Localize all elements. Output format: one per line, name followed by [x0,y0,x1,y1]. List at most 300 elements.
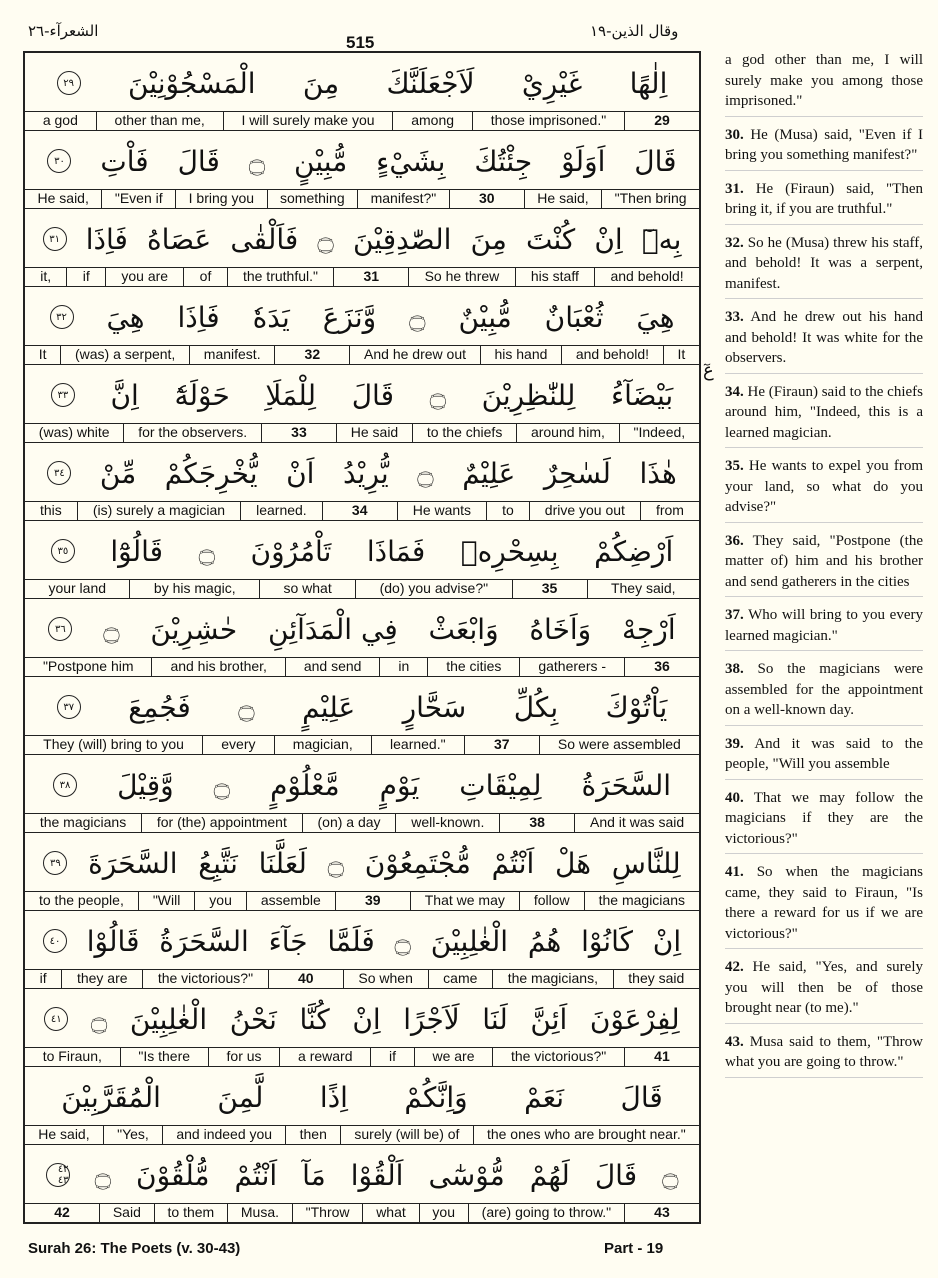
arabic-word: الصّٰدِقِيْنَ [352,222,452,256]
translation-text: That we may follow the magicians if they are the victorious?" [725,789,924,847]
arabic-word: قَالُوْا [86,924,140,958]
verse-block [25,131,699,209]
gloss-cell: learned. [241,502,323,520]
arabic-word: قَالَ [620,1080,663,1114]
ruku-marker: عٓ [703,360,714,381]
arabic-word: اِلٰهًا [629,66,668,100]
english-gloss-row [25,267,699,286]
gloss-cell: and indeed you [163,1126,286,1144]
verse-number-cell: 43 [654,1204,670,1220]
verse-number-marker: ٤١ [44,1007,68,1031]
arabic-line [25,131,699,191]
verse-number: 41. [725,864,744,880]
gloss-cell: what [363,1204,419,1222]
verse-number: 39. [725,735,744,752]
arabic-word: ۝ [198,534,215,568]
verse-number: 34. [725,383,744,400]
translation-paragraph [725,531,923,598]
translation-paragraph [725,1032,923,1078]
verse-number-cell: 36 [654,658,670,674]
arabic-word: السَّحَرَةَ [88,846,178,880]
gloss-cell: so what [260,580,356,598]
translation-text: And it was said to the people, "Will you assemble [725,735,923,772]
english-gloss-row [25,501,699,520]
arabic-line [25,989,699,1049]
verse-block [25,365,699,443]
gloss-cell: you [195,892,247,910]
gloss-cell: if [25,970,62,988]
gloss-cell: well-known. [396,814,500,832]
arabic-word: اَوَلَوْ [561,144,606,178]
verse-number-marker: ٣١ [43,227,67,251]
gloss-cell: So were assembled [557,736,681,752]
verse-number-marker: ٣٢ [50,305,74,329]
gloss-cell: magician, [275,736,372,754]
gloss-cell: follow [520,892,585,910]
arabic-word: لِفِرْعَوْنَ [589,1002,680,1036]
arabic-word: لَهُمْ [529,1158,570,1192]
arabic-word: لِمِيْقَاتِ [459,768,542,802]
arabic-word: اَنْتُمْ [491,846,535,880]
gloss-cell: (was) a serpent, [61,346,190,364]
arabic-word: يَدَهٗ [252,300,290,334]
arabic-word: مَّعْلُوْمٍ [270,768,340,802]
gloss-cell: this [25,502,78,520]
arabic-word: لَنَا [482,1002,508,1036]
gloss-cell: (was) white [25,424,124,442]
verse-number-marker: ٤٠ [43,929,67,953]
arabic-word: لِلْمَلَاِ [265,378,317,412]
verse-number-cell: 31 [334,268,409,286]
gloss-cell: He wants [398,502,487,520]
translation-text: Who will bring to you every learned magician." [725,607,923,644]
gloss-cell: for (the) appointment [142,814,303,832]
translation-text: So when the magicians came, they said to Firaun, "Is there a reward for us if we are victorious?" [725,864,923,942]
arabic-word: وَاِنَّكُمْ [404,1080,468,1114]
verse-number-cell: 40 [269,970,344,988]
gloss-cell: He said, [525,190,602,208]
verse-block [25,677,699,755]
english-gloss-row [25,969,699,988]
gloss-cell: they are [62,970,143,988]
gloss-cell: "Postpone him [25,658,152,676]
arabic-line [25,1145,699,1205]
gloss-cell: Musa. [228,1204,293,1222]
verse-number-marker: ٣٥ [51,539,75,563]
arabic-word: مِنَ [470,222,507,256]
verse-block [25,599,699,677]
arabic-word: اِنْ [652,924,682,958]
arabic-word: كُنْتَ [525,222,576,256]
arabic-line [25,209,699,269]
gloss-cell: manifest. [190,346,275,364]
arabic-word: اِنَّ [110,378,139,412]
arabic-word: حٰشِرِيْنَ [150,612,238,646]
arabic-word: يَاْتُوْكَ [605,690,668,724]
arabic-word: بِشَيْءٍ [376,144,446,178]
arabic-word: فَاْتِ [100,144,149,178]
arabic-word: قَالَ [177,144,220,178]
translation-text: Musa said to them, "Throw what you are going to throw." [725,1033,923,1070]
verse-number-marker: ٣٨ [53,773,77,797]
arabic-line [25,1067,699,1127]
arabic-word: حَوْلَهٗٓ [174,378,230,412]
gloss-cell: those imprisoned." [473,112,625,130]
verse-block [25,443,699,521]
gloss-cell: we are [415,1048,494,1066]
gloss-cell: (are) going to throw." [469,1204,625,1222]
gloss-cell: I will surely make you [224,112,394,130]
arabic-word: ۝ [429,378,446,412]
gloss-cell: if [371,1048,414,1066]
arabic-word: هَلْ [555,846,591,880]
arabic-word: اِذًا [319,1080,348,1114]
verse-number-cell: 34 [323,502,398,520]
verse-number-marker: ٣٦ [48,617,72,641]
gloss-cell: to them [155,1204,228,1222]
arabic-word: هُمُ [527,924,562,958]
arabic-word: بِهٖٓ [641,222,682,256]
verse-number-marker: ٣٠ [47,149,71,173]
gloss-cell: and his brother, [152,658,285,676]
gloss-cell: to the chiefs [413,424,517,442]
header-juz: وقال الذين-١٩ [590,22,679,40]
verse-number: 32. [725,234,744,251]
arabic-word: كُنَّا [299,1002,330,1036]
gloss-cell: "Yes, [104,1126,163,1144]
arabic-word: مُّجْتَمِعُوْنَ [364,846,471,880]
gloss-cell: a god [25,112,97,130]
translation-text: And he drew out his hand and behold! It was white for the observers. [725,309,923,366]
gloss-cell: to [487,502,530,520]
arabic-word: لَاَجْرًا [403,1002,460,1036]
gloss-cell: from [655,502,684,518]
gloss-cell: his staff [516,268,596,286]
verse-block [25,1145,699,1223]
gloss-cell: (do) you advise?" [356,580,512,598]
english-gloss-row [25,189,699,208]
arabic-word: اَلْقُوْا [350,1158,404,1192]
verse-number-cell: 41 [654,1048,670,1064]
arabic-word: لِلنَّاسِ [611,846,681,880]
arabic-word: الْغٰلِبِيْنَ [430,924,509,958]
english-gloss-row [25,423,699,442]
gloss-cell: surely (will be) of [341,1126,474,1144]
translation-text: He said, "Yes, and surely you will then be of those brought near (to me)." [725,959,923,1016]
english-gloss-row [25,1203,699,1222]
arabic-word: الْغٰلِبِيْنَ [129,1002,208,1036]
gloss-cell: It [25,346,61,364]
gloss-cell: the magicians [598,892,685,908]
verse-block [25,911,699,989]
translation-text: He (Firaun) said to the chiefs around him, "Indeed, this is a learned magician. [725,383,923,441]
arabic-word: الْمَسْجُوْنِيْنَ [127,66,256,100]
verse-block [25,755,699,833]
verse-block [25,989,699,1067]
translation-paragraph [725,382,923,449]
translation-text: So the magicians were assembled for the appointment on a well-known day. [725,661,923,718]
arabic-word: ۝ [103,612,120,646]
gloss-cell: in [380,658,428,676]
translation-paragraph [725,957,923,1024]
arabic-word: قَالَ [351,378,394,412]
translation-paragraph [725,862,923,949]
verse-number-cell: 32 [275,346,350,364]
verse-number-marker: ٣٧ [57,695,81,719]
arabic-word: فَلَمَّا [327,924,375,958]
arabic-word: يَوْمٍ [379,768,420,802]
gloss-cell: for the observers. [124,424,262,442]
gloss-cell: They (will) bring to you [25,736,203,754]
english-gloss-row [25,345,699,364]
page-number: 515 [346,33,375,52]
arabic-word: فَاِذَا [85,222,128,256]
gloss-cell: for us [209,1048,281,1066]
arabic-word: جِئْتُكَ [474,144,533,178]
gloss-cell: (is) surely a magician [78,502,241,520]
arabic-word: فَاَلْقٰى [230,222,299,256]
verse-block [25,53,699,131]
translation-text: They said, "Postpone (the matter of) him and his brother and send gatherers in the cities [725,532,923,590]
arabic-line [25,833,699,893]
arabic-word: فِي الْمَدَآئِنِ [268,612,398,646]
verse-number: 40. [725,789,744,806]
gloss-cell: and send [286,658,381,676]
gloss-cell: to the people, [25,892,139,910]
arabic-word: ثُعْبَانٌ [544,300,604,334]
gloss-cell: your land [25,580,130,598]
translation-text: He (Musa) said, "Even if I bring you something manifest?" [725,126,924,163]
verse-number: 38. [725,661,744,677]
translation-paragraph [725,125,923,171]
arabic-word: اَرْجِهْ [621,612,676,646]
gloss-cell: the truthful." [228,268,335,286]
gloss-cell: among [393,112,472,130]
gloss-cell: "Throw [293,1204,364,1222]
verse-number-cell: 39 [336,892,411,910]
arabic-word: مُّبِيْنٍ [294,144,348,178]
translation-paragraph [725,307,923,374]
gloss-cell: you [420,1204,469,1222]
gloss-cell: something [268,190,359,208]
arabic-word: ۝ [662,1158,679,1192]
translation-text: a god other than me, I will surely make you among those imprisoned." [725,52,923,109]
verse-number: 36. [725,532,744,549]
english-gloss-row [25,813,699,832]
gloss-cell: gatherers - [520,658,625,676]
arabic-word: قَالَ [634,144,677,178]
arabic-word: يُّخْرِجَكُمْ [164,456,258,490]
arabic-word: تَاْمُرُوْنَ [250,534,332,568]
arabic-line [25,53,699,113]
arabic-line [25,287,699,347]
arabic-word: لَاَجْعَلَنَّكَ [386,66,475,100]
translation-paragraph [725,788,923,855]
arabic-word: قَالُوْٓا [110,534,164,568]
gloss-cell: to Firaun, [25,1048,121,1066]
verse-number: 35. [725,458,744,474]
arabic-word: عَصَاهُ [147,222,212,256]
gloss-cell: He said, [25,190,102,208]
verse-block [25,833,699,911]
gloss-cell: and behold! [610,268,684,284]
gloss-cell: assemble [247,892,336,910]
gloss-cell: if [67,268,106,286]
english-gloss-row [25,579,699,598]
translation-text: He wants to expel you from your land, so what do you advise?" [725,458,924,515]
arabic-word: نَتَّبِعُ [198,846,238,880]
arabic-word: ۝ [238,690,255,724]
arabic-word: وَاَخَاهُ [529,612,592,646]
gloss-cell: And he drew out [350,346,480,364]
gloss-cell: the ones who are brought near." [486,1126,686,1142]
verse-block [25,521,699,599]
gloss-cell: That we may [411,892,520,910]
gloss-cell: (on) a day [303,814,397,832]
gloss-cell: "Is there [121,1048,209,1066]
gloss-cell: came [429,970,494,988]
verse-number-marker: ٢٩ [57,71,81,95]
arabic-word: لَعَلَّنَا [258,846,307,880]
verse-number: 43. [725,1033,744,1050]
arabic-word: مُّوْسٰٓى [428,1158,505,1192]
arabic-word: عَلِيْمٍ [302,690,356,724]
gloss-cell: the cities [428,658,520,676]
arabic-word: اَئِنَّ [530,1002,568,1036]
translation-paragraph [725,734,923,780]
arabic-word: نَعَمْ [524,1080,565,1114]
gloss-cell: around him, [517,424,620,442]
arabic-line [25,365,699,425]
verse-number-marker: ٤٢ ٤٣ [46,1163,70,1187]
english-gloss-row [25,657,699,676]
gloss-cell: learned." [372,736,465,754]
gloss-cell: the victorious?" [143,970,269,988]
verse-number-marker: ٣٩ [43,851,67,875]
translation-paragraph [725,50,923,117]
footer-surah: Surah 26: The Poets (v. 30-43) [28,1240,241,1257]
verse-number-cell: 42 [25,1204,100,1222]
english-gloss-row [25,735,699,754]
verse-number-cell: 35 [513,580,588,598]
arabic-line [25,599,699,659]
arabic-word: ۝ [327,846,344,880]
arabic-word: لِلنّٰظِرِيْنَ [481,378,576,412]
translation-paragraph [725,233,923,300]
verse-block [25,1067,699,1145]
gloss-cell: It [677,346,686,362]
verse-number-cell: 30 [450,190,525,208]
gloss-cell: So when [344,970,429,988]
gloss-cell: He said [337,424,413,442]
arabic-word: مُّبِيْنٌ [458,300,512,334]
translation-column [725,50,923,1086]
arabic-word: هِيَ [636,300,675,334]
translation-paragraph [725,179,923,225]
arabic-word: وَّقِيْلَ [117,768,174,802]
arabic-word: اِنْ [594,222,623,256]
gloss-cell: They said, [610,580,676,596]
gloss-cell: I bring you [176,190,267,208]
arabic-word: اَرْضِكُمْ [594,534,674,568]
header-surah: الشعرآء-٢٦ [28,22,99,40]
verse-number: 30. [725,126,744,143]
gloss-cell: the magicians, [493,970,614,988]
arabic-word: فَاِذَا [177,300,220,334]
arabic-line [25,443,699,503]
arabic-line [25,911,699,971]
gloss-cell: the victorious?" [493,1048,625,1066]
gloss-cell: manifest?" [358,190,450,208]
gloss-cell: then [286,1126,341,1144]
gloss-cell: And it was said [590,814,685,830]
gloss-cell: they said [628,970,685,986]
verse-number: 31. [725,180,744,197]
arabic-word: عَلِيْمٌ [462,456,516,490]
arabic-word: يُّرِيْدُ [342,456,389,490]
arabic-word: اَنْ [286,456,315,490]
arabic-word: اِنْ [352,1002,381,1036]
gloss-cell: "Indeed, [633,424,686,440]
gloss-cell: "Even if [102,190,176,208]
gloss-cell: Said [100,1204,155,1222]
gloss-cell: and behold! [562,346,664,364]
gloss-cell: He said, [25,1126,104,1144]
gloss-cell: by his magic, [130,580,260,598]
arabic-word: غَيْرِيْ [521,66,583,100]
gloss-cell: other than me, [97,112,224,130]
arabic-word: سَحَّارٍ [402,690,467,724]
gloss-cell: you are [106,268,184,286]
translation-paragraph [725,456,923,523]
verse-block [25,287,699,365]
arabic-word: قَالَ [594,1158,638,1192]
arabic-word: لَّمِنَ [217,1080,264,1114]
gloss-cell: "Then bring [614,190,687,206]
footer-part: Part - 19 [604,1240,664,1257]
verse-number-cell: 33 [262,424,337,442]
arabic-word: هِيَ [106,300,145,334]
arabic-word: فَمَاذَا [366,534,426,568]
gloss-cell: every [203,736,275,754]
english-gloss-row [25,111,699,130]
verse-number: 37. [725,607,744,623]
arabic-word: فَجُمِعَ [128,690,191,724]
arabic-word: ۝ [213,768,231,802]
arabic-word: ۝ [90,1002,108,1036]
arabic-line [25,755,699,815]
arabic-word: وَّنَزَعَ [322,300,377,334]
arabic-word: السَّحَرَةُ [159,924,249,958]
arabic-word: وَابْعَثْ [428,612,499,646]
gloss-cell: the magicians [25,814,142,832]
arabic-word: كَانُوْا [581,924,633,958]
translation-text: He (Firaun) said, "Then bring it, if you are truthful." [725,180,923,217]
english-gloss-row [25,891,699,910]
arabic-word: الْمُقَرَّبِيْنَ [61,1080,161,1114]
arabic-word: لَسٰحِرٌ [543,456,611,490]
arabic-line [25,677,699,737]
arabic-word: ۝ [394,924,411,958]
verse-number-cell: 38 [500,814,575,832]
arabic-word: هٰذَا [639,456,677,490]
translation-paragraph [725,605,923,651]
verse-number: 42. [725,959,744,975]
verse-block [25,209,699,287]
arabic-word: ۝ [317,222,334,256]
arabic-word: جَآءَ [268,924,308,958]
word-by-word-panel [23,51,701,1224]
